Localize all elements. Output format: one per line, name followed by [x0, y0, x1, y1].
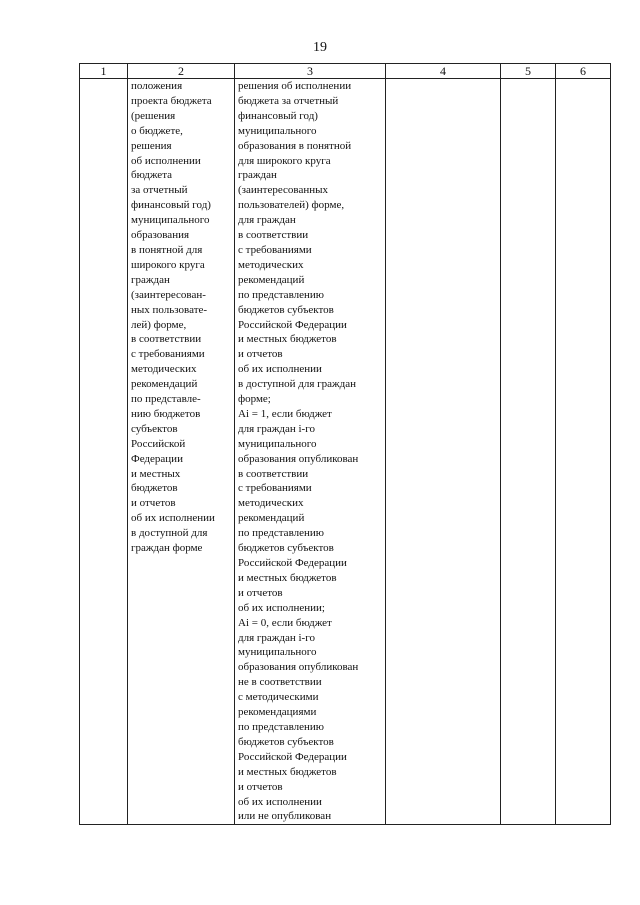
cell-col6 [556, 79, 611, 825]
column-header-6: 6 [556, 64, 611, 79]
cell-text-line: и местных бюджетов [238, 333, 337, 346]
cell-text-line: образования [131, 229, 190, 242]
cell-col3 [235, 79, 386, 825]
cell-text-line: об их исполнении [238, 363, 322, 376]
cell-text-line: форме; [238, 393, 271, 406]
cell-text-line: в доступной для [131, 527, 208, 540]
cell-text-line: муниципального [238, 124, 317, 137]
cell-text-line: Российской Федерации [238, 750, 347, 763]
cell-text-line: образования опубликован [238, 452, 359, 465]
cell-text-line: рекомендаций [238, 273, 305, 286]
cell-text-line: финансовый год) [238, 109, 318, 122]
cell-text-line: о бюджете, [131, 124, 183, 137]
cell-col2 [128, 79, 235, 825]
cell-text-line: и местных [131, 467, 181, 480]
cell-text-line: образования опубликован [238, 661, 359, 674]
cell-text-line: в понятной для [131, 243, 203, 256]
cell-text-line: решения об исполнении [238, 80, 352, 92]
cell-text-line: финансовый год) [131, 199, 211, 212]
cell-text-line: за отчетный [131, 184, 188, 197]
cell-text-line: по представлению [238, 288, 324, 301]
cell-text-line: по представлению [238, 527, 324, 540]
cell-text-line: бюджета [131, 169, 173, 182]
cell-text-line: для широкого круга [238, 154, 331, 167]
page-number: 19 [313, 40, 327, 55]
cell-text-line: бюджетов субъектов [238, 542, 334, 555]
cell-text-line: широкого круга [131, 258, 205, 271]
cell-text-line: бюджетов субъектов [238, 303, 334, 316]
cell-col1 [80, 79, 128, 825]
column-header-5: 5 [501, 64, 556, 79]
cell-text-line: об их исполнении [131, 512, 215, 525]
cell-col4 [386, 79, 501, 825]
cell-text-line: для граждан i-го [238, 422, 315, 435]
cell-text-line: Российской Федерации [238, 557, 347, 569]
cell-text-line: муниципального [238, 646, 317, 659]
cell-text-line: Российской Федерации [238, 318, 347, 331]
cell-text-line: для граждан i-го [238, 631, 315, 644]
cell-text-line: в соответствии [238, 229, 309, 242]
cell-text-line: в соответствии [131, 333, 202, 346]
cell-text-line: ных пользовате- [131, 303, 208, 316]
column-header-3: 3 [235, 64, 386, 79]
cell-text-line: граждан форме [131, 542, 203, 555]
cell-text-line: об исполнении [131, 154, 201, 167]
cell-text-line: Российской [131, 437, 186, 450]
cell-text-line: для граждан [238, 214, 296, 227]
cell-text-line: методических [238, 258, 304, 271]
cell-text-line: рекомендаций [238, 512, 305, 525]
cell-text-line: бюджетов субъектов [238, 735, 334, 748]
document-table [79, 63, 611, 825]
cell-text-line: бюджета за отчетный [238, 94, 339, 107]
cell-text-line: бюджетов [131, 482, 178, 495]
cell-text-line: субъектов [131, 422, 178, 435]
cell-text-line: решения [131, 139, 172, 152]
cell-text-line: граждан [238, 169, 277, 182]
column-header-2: 2 [128, 64, 235, 79]
cell-text-line: граждан [131, 273, 170, 286]
column-header-1: 1 [80, 64, 128, 79]
cell-text-line: муниципального [131, 214, 210, 227]
cell-text-line: по представлению [238, 720, 324, 733]
cell-text-line: положения [131, 80, 183, 92]
column-header-4: 4 [386, 64, 501, 79]
cell-text-line: Федерации [131, 452, 183, 465]
cell-text-line: в доступной для граждан [238, 378, 357, 391]
cell-text-line: методических [238, 497, 304, 510]
cell-text-line: проекта бюджета [131, 94, 212, 107]
cell-text-line: или не опубликован [238, 810, 332, 823]
cell-text-line: об их исполнении [238, 795, 322, 808]
cell-text-line: с требованиями [238, 482, 312, 495]
cell-text-line: Ai = 1, если бюджет [238, 407, 332, 420]
cell-text-line: лей) форме, [131, 318, 187, 331]
cell-text-line: и отчетов [131, 497, 176, 510]
cell-text-line: и отчетов [238, 780, 283, 793]
cell-text-line: нию бюджетов [131, 407, 201, 420]
cell-text-line: об их исполнении; [238, 601, 325, 614]
cell-text-line: методических [131, 363, 197, 376]
cell-text-line: не в соответствии [238, 676, 322, 689]
cell-text-line: и местных бюджетов [238, 765, 337, 778]
table-row [80, 79, 611, 825]
cell-text-line: в соответствии [238, 467, 309, 480]
cell-text-line: образования в понятной [238, 139, 352, 152]
cell-text-line: (заинтересован- [131, 288, 206, 301]
cell-text-line: по представле- [131, 393, 201, 406]
cell-text-line: с требованиями [131, 348, 205, 361]
cell-text-line: и местных бюджетов [238, 571, 337, 584]
cell-text-line: муниципального [238, 437, 317, 450]
cell-text-line: с требованиями [238, 243, 312, 256]
cell-text-line: рекомендаций [131, 378, 198, 391]
cell-text-line: с методическими [238, 691, 319, 704]
cell-text-line: (заинтересованных [238, 184, 328, 197]
cell-col5 [501, 79, 556, 825]
cell-text-line: рекомендациями [238, 706, 317, 719]
cell-text-line: и отчетов [238, 348, 283, 361]
cell-text-line: (решения [131, 109, 176, 122]
header-row [80, 64, 611, 79]
cell-text-line: и отчетов [238, 586, 283, 599]
cell-text-line: Ai = 0, если бюджет [238, 616, 332, 629]
cell-text-line: пользователей) форме, [238, 199, 345, 212]
